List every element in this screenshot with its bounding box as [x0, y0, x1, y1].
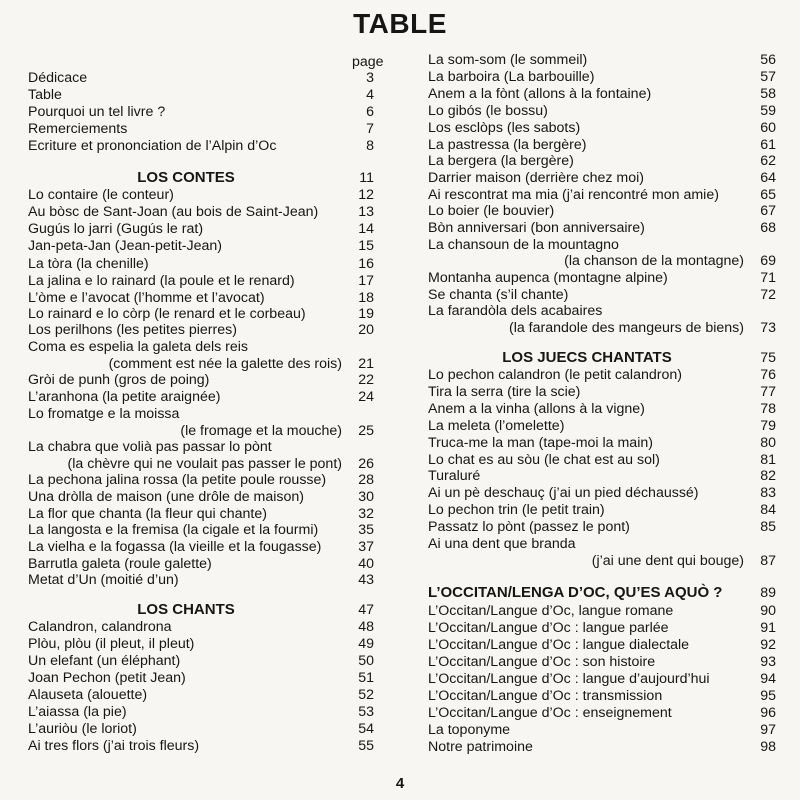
entry-page-number: 92: [760, 637, 776, 653]
entry-page-number: 11: [359, 170, 374, 186]
entry-page-number: 51: [358, 670, 374, 686]
entry-page-number: 61: [760, 137, 776, 153]
entry-title: L’Occitan/Langue d’Oc : son histoire: [428, 654, 656, 670]
entry-page-number: 26: [358, 456, 374, 472]
entry-title: Ai un pè deschauç (j’ai un pied déchaussé): [428, 485, 699, 501]
entry-title: Lo gibós (le bossu): [428, 103, 548, 119]
entry-page-number: 47: [358, 602, 374, 618]
entry-page-number: 15: [358, 238, 374, 254]
entry-page-number: 85: [760, 519, 776, 535]
entry-page-number: 89: [760, 585, 776, 601]
entry-page-number: 28: [358, 472, 374, 488]
entry-page-number: 71: [760, 270, 776, 286]
entry-title: Plòu, plòu (il pleut, il pleut): [28, 636, 195, 652]
entry-title: Montanha aupenca (montagne alpine): [428, 270, 668, 286]
entry-title: Ai tres flors (j’ai trois fleurs): [28, 738, 200, 754]
entry-title: L’OCCITAN/LENGA D’OC, QU’ES AQUÒ ?: [428, 584, 723, 601]
entry-page-number: 18: [358, 290, 374, 306]
entry-page-number: 22: [358, 372, 374, 388]
entry-page-number: 21: [358, 356, 374, 372]
entry-page-number: 20: [358, 322, 374, 338]
entry-title: (le fromage et la mouche): [180, 423, 342, 439]
entry-title: Los esclòps (les sabots): [428, 120, 581, 136]
entry-page-number: 35: [358, 522, 374, 538]
entry-title: La bergera (la bergère): [428, 153, 574, 169]
entry-page-number: 97: [760, 722, 776, 738]
entry-title: Calandron, calandrona: [28, 619, 172, 635]
entry-title: Gròi de punh (gros de poing): [28, 372, 210, 388]
page-title: TABLE: [353, 8, 447, 39]
entry-title: L’aranhona (la petite araignée): [28, 389, 221, 405]
entry-title: L’òme e l’avocat (l’homme et l’avocat): [28, 290, 265, 306]
entry-title: L’Occitan/Langue d’Oc : langue dialectale: [428, 637, 690, 653]
entry-title: Lo chat es au sòu (le chat est au sol): [428, 452, 660, 468]
entry-page-number: 75: [760, 350, 776, 366]
entry-title: L’Occitan/Langue d’Oc : langue parlée: [428, 620, 669, 636]
entry-title: LOS JUECS CHANTATS: [502, 349, 672, 366]
entry-title: Au bòsc de Sant-Joan (au bois de Saint-Jean): [28, 204, 319, 220]
entry-title: Una dròlla de maison (une drôle de maison): [28, 489, 305, 505]
entry-page-number: 94: [760, 671, 776, 687]
entry-page-number: 82: [760, 468, 776, 484]
entry-title: Ecriture et prononciation de l’Alpin d’Oc: [28, 138, 277, 154]
entry-page-number: 67: [760, 203, 776, 219]
entry-page-number: 19: [358, 306, 374, 322]
entry-title: Notre patrimoine: [428, 739, 533, 755]
entry-page-number: 83: [760, 485, 776, 501]
entry-page-number: 68: [760, 220, 776, 236]
entry-title: Barrutla galeta (roule galette): [28, 556, 212, 572]
entry-title: Darrier maison (derrière chez moi): [428, 170, 645, 186]
entry-page-number: 87: [760, 553, 776, 569]
entry-page-number: 24: [358, 389, 374, 405]
entry-title: (la farandole des mangeurs de biens): [508, 320, 744, 336]
entry-title: Metat d’Un (moitié d’un): [28, 572, 179, 588]
entry-page-number: 64: [760, 170, 776, 186]
entry-title: Coma es espelia la galeta dels reis: [28, 339, 249, 355]
entry-title: La vielha e la fogassa (la vieille et la fougasse): [28, 539, 322, 555]
entry-page-number: 40: [358, 556, 374, 572]
entry-title: L’aiassa (la pie): [28, 704, 127, 720]
entry-title: Se chanta (s’il chante): [428, 287, 569, 303]
entry-page-number: 95: [760, 688, 776, 704]
entry-title: L’Occitan/Langue d’Oc : transmission: [428, 688, 663, 704]
entry-title: La som-som (le sommeil): [428, 52, 588, 68]
entry-title: Ai rescontrat ma mia (j’ai rencontré mon amie): [428, 187, 719, 203]
entry-page-number: 91: [760, 620, 776, 636]
entry-page-number: 58: [760, 86, 776, 102]
entry-page-number: 60: [760, 120, 776, 136]
entry-page-number: 80: [760, 435, 776, 451]
entry-page-number: 6: [366, 104, 374, 120]
entry-page-number: 54: [358, 721, 374, 737]
entry-title: LOS CHANTS: [137, 601, 235, 618]
page-column-header: page: [352, 54, 384, 70]
entry-title: Los perilhons (les petites pierres): [28, 322, 237, 338]
entry-title: Lo fromatge e la moissa: [28, 406, 180, 422]
entry-page-number: 55: [358, 738, 374, 754]
entry-title: Anem a la fònt (allons à la fontaine): [428, 86, 652, 102]
entry-title: LOS CONTES: [137, 169, 235, 186]
entry-title: Table: [28, 87, 62, 103]
entry-page-number: 81: [760, 452, 776, 468]
entry-page-number: 76: [760, 367, 776, 383]
entry-title: Lo pechon calandron (le petit calandron): [428, 367, 682, 383]
entry-title: Lo boier (le bouvier): [428, 203, 555, 219]
entry-title: La farandòla dels acabaires: [428, 303, 603, 319]
entry-page-number: 25: [358, 423, 374, 439]
entry-title: Jan-peta-Jan (Jean-petit-Jean): [28, 238, 222, 254]
entry-title: Lo contaire (le conteur): [28, 187, 174, 203]
entry-page-number: 90: [760, 603, 776, 619]
entry-title: Ai una dent que branda: [428, 536, 576, 552]
entry-title: La barboira (La barbouille): [428, 69, 595, 85]
entry-page-number: 8: [366, 138, 374, 154]
entry-page-number: 57: [760, 69, 776, 85]
entry-page-number: 56: [760, 52, 776, 68]
entry-page-number: 73: [760, 320, 776, 336]
entry-title: La flor que chanta (la fleur qui chante): [28, 506, 267, 522]
entry-page-number: 7: [366, 121, 374, 137]
entry-page-number: 4: [366, 87, 374, 103]
entry-page-number: 32: [358, 506, 374, 522]
entry-page-number: 93: [760, 654, 776, 670]
entry-page-number: 16: [358, 256, 374, 272]
entry-title: La pastressa (la bergère): [428, 137, 587, 153]
entry-title: (j’ai une dent qui bouge): [591, 553, 744, 569]
entry-title: La jalina e lo rainard (la poule et le renard): [28, 273, 295, 289]
entry-title: (la chanson de la montagne): [564, 253, 744, 269]
entry-page-number: 17: [358, 273, 374, 289]
entry-title: Passatz lo pònt (passez le pont): [428, 519, 630, 535]
entry-title: Dédicace: [28, 70, 88, 86]
entry-title: La chansoun de la mountagno: [428, 237, 619, 253]
entry-title: Gugús lo jarri (Gugús le rat): [28, 221, 204, 237]
entry-page-number: 12: [358, 187, 374, 203]
entry-title: La chabra que volià pas passar lo pònt: [28, 439, 272, 455]
entry-page-number: 79: [760, 418, 776, 434]
entry-page-number: 59: [760, 103, 776, 119]
entry-page-number: 62: [760, 153, 776, 169]
entry-title: Bòn anniversari (bon anniversaire): [428, 220, 645, 236]
entry-page-number: 49: [358, 636, 374, 652]
entry-page-number: 3: [366, 70, 374, 86]
entry-title: L’Occitan/Langue d’Oc : langue d’aujourd’hui: [428, 671, 710, 687]
entry-page-number: 43: [358, 572, 374, 588]
entry-title: Alauseta (alouette): [28, 687, 148, 703]
entry-title: Truca-me la man (tape-moi la main): [428, 435, 653, 451]
entry-page-number: 69: [760, 253, 776, 269]
entry-page-number: 30: [358, 489, 374, 505]
entry-title: Anem a la vinha (allons à la vigne): [428, 401, 645, 417]
entry-page-number: 78: [760, 401, 776, 417]
entry-title: Joan Pechon (petit Jean): [28, 670, 186, 686]
entry-page-number: 96: [760, 705, 776, 721]
entry-title: La langosta e la fremisa (la cigale et la fourmi): [28, 522, 319, 538]
entry-title: (la chèvre qui ne voulait pas passer le pont): [67, 456, 342, 472]
entry-title: L’Occitan/Langue d’Oc : enseignement: [428, 705, 672, 721]
entry-title: Tira la serra (tire la scie): [428, 384, 581, 400]
entry-page-number: 65: [760, 187, 776, 203]
entry-title: La toponyme: [428, 722, 511, 738]
entry-page-number: 37: [358, 539, 374, 555]
entry-title: (comment est née la galette des rois): [108, 356, 342, 372]
entry-title: La meleta (l’omelette): [428, 418, 565, 434]
entry-page-number: 84: [760, 502, 776, 518]
page-number: 4: [395, 775, 405, 792]
entry-title: L’auriòu (le loriot): [28, 721, 137, 737]
entry-page-number: 53: [358, 704, 374, 720]
entry-title: La tòra (la chenille): [28, 256, 149, 272]
entry-title: Un elefant (un éléphant): [28, 653, 181, 669]
entry-page-number: 50: [358, 653, 374, 669]
entry-page-number: 77: [760, 384, 776, 400]
entry-page-number: 13: [358, 204, 374, 220]
entry-title: Turaluré: [428, 468, 481, 484]
entry-page-number: 72: [760, 287, 776, 303]
entry-title: Remerciements: [28, 121, 128, 137]
entry-title: La pechona jalina rossa (la petite poule rousse): [28, 472, 327, 488]
entry-title: L’Occitan/Langue d’Oc, langue romane: [428, 603, 674, 619]
entry-page-number: 52: [358, 687, 374, 703]
entry-title: Lo rainard e lo còrp (le renard et le corbeau): [28, 306, 306, 322]
entry-page-number: 48: [358, 619, 374, 635]
entry-page-number: 14: [358, 221, 374, 237]
entry-page-number: 98: [760, 739, 776, 755]
entry-title: Lo pechon trin (le petit train): [428, 502, 605, 518]
entry-title: Pourquoi un tel livre ?: [28, 104, 166, 120]
